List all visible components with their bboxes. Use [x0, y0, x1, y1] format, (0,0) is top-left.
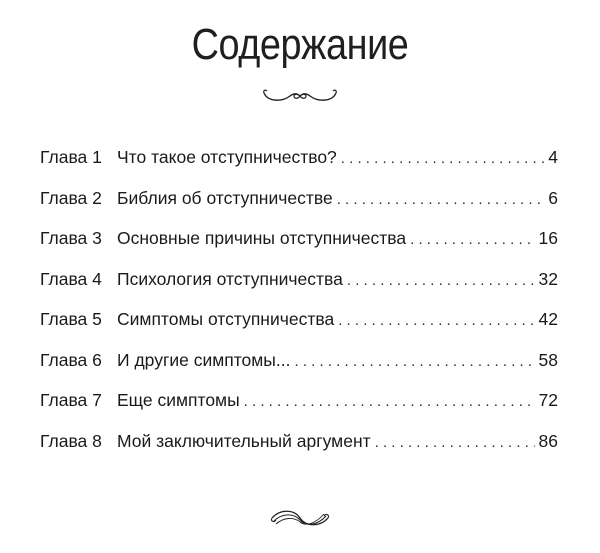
chapter-title: Еще симптомы — [117, 390, 240, 410]
toc-entry-1[interactable] — [40, 146, 558, 187]
page-title: Содержание — [191, 20, 409, 69]
page-number: 86 — [538, 430, 558, 451]
chapter-label: Глава 2 — [40, 187, 102, 208]
toc-entry-2[interactable] — [40, 187, 558, 228]
page-number: 42 — [538, 309, 558, 329]
dot-leader — [375, 432, 535, 454]
dot-leader — [294, 351, 534, 373]
chapter-title: Что такое отступничество? — [117, 147, 337, 167]
toc-entry-7[interactable] — [40, 389, 558, 430]
scroll-ornament-icon — [268, 505, 332, 531]
chapter-label: Глава 8 — [40, 430, 102, 451]
dot-leader — [341, 148, 544, 170]
chapter-title: Симптомы отступничества — [117, 309, 335, 329]
table-of-contents — [40, 146, 558, 470]
toc-entry-8[interactable] — [40, 430, 558, 471]
chapter-title: Мой заключительный аргумент — [117, 430, 371, 451]
dot-leader — [410, 229, 534, 251]
chapter-label: Глава 1 — [40, 147, 102, 167]
flourish-ornament-icon — [260, 84, 340, 106]
chapter-label: Глава 5 — [40, 309, 102, 329]
toc-entry-4[interactable] — [40, 268, 558, 309]
page-number: 72 — [538, 390, 558, 410]
chapter-title: И другие симптомы... — [117, 349, 291, 370]
dot-leader — [244, 391, 535, 413]
dot-leader — [338, 310, 534, 332]
chapter-label: Глава 4 — [40, 268, 102, 289]
dot-leader — [347, 270, 535, 292]
page-number: 58 — [538, 349, 558, 370]
chapter-label: Глава 3 — [40, 228, 102, 248]
chapter-label: Глава 7 — [40, 390, 102, 410]
toc-entry-6[interactable] — [40, 349, 558, 390]
toc-entry-3[interactable] — [40, 227, 558, 268]
page-number: 16 — [538, 228, 558, 248]
page-number: 4 — [548, 147, 558, 167]
chapter-title: Психология отступничества — [117, 268, 343, 289]
chapter-title: Библия об отступничестве — [117, 187, 333, 208]
page-number: 32 — [538, 268, 558, 289]
toc-entry-5[interactable] — [40, 308, 558, 349]
page-number: 6 — [548, 187, 558, 208]
chapter-title: Основные причины отступничества — [117, 228, 407, 248]
chapter-label: Глава 6 — [40, 349, 102, 370]
dot-leader — [337, 189, 545, 211]
